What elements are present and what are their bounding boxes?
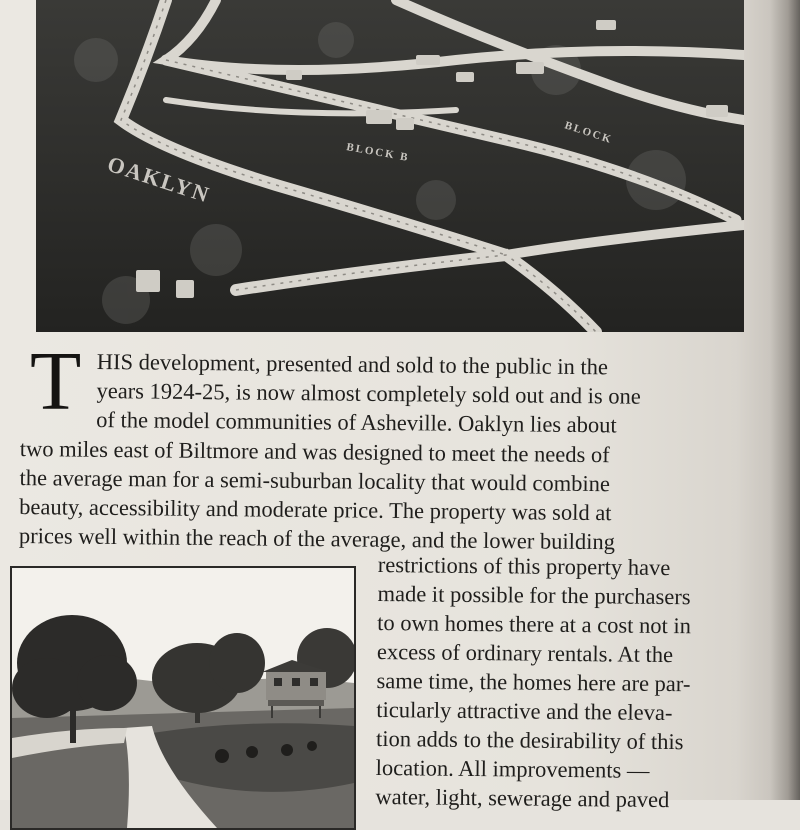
text-line: location. All improvements — xyxy=(375,754,650,783)
text-line: HIS development, presented and sold to the public in the xyxy=(96,348,609,380)
text-line: the average man for a semi-suburban locality that would combine xyxy=(19,464,611,497)
paragraph-block-narrow xyxy=(375,550,691,814)
text-line: two miles east of Biltmore and was designed to meet the needs of xyxy=(19,435,610,468)
text-line: years 1924-25, is now almost completely sold out and is one xyxy=(96,377,641,409)
page-gutter-shadow xyxy=(770,0,800,800)
drop-cap: T xyxy=(30,335,82,428)
text-line: made it possible for the purchasers xyxy=(377,580,691,610)
map-label-block: BLOCK xyxy=(563,119,615,147)
text-line: excess of ordinary rentals. At the xyxy=(376,638,674,668)
aerial-map-illustration xyxy=(36,0,744,332)
paragraph-block-full xyxy=(19,434,616,556)
aerial-map-photo xyxy=(36,0,744,332)
text-line: prices well within the reach of the average, and the lower building xyxy=(18,522,616,555)
text-line: beauty, accessibility and moderate price. The property was sold at xyxy=(19,493,612,526)
street-scene-illustration xyxy=(12,568,354,828)
text-line: of the model communities of Asheville. Oaklyn lies about xyxy=(96,406,617,438)
text-line: tion adds to the desirability of this xyxy=(375,725,684,755)
map-label-oaklyn: OAKLYN xyxy=(104,150,214,208)
map-label-block-b: BLOCK B xyxy=(345,141,411,165)
text-line: water, light, sewerage and paved xyxy=(375,783,670,813)
paragraph-block-top xyxy=(96,347,641,440)
street-house-photo xyxy=(10,566,356,830)
text-line: ticularly attractive and the eleva- xyxy=(376,696,673,726)
text-line: same time, the homes here are par- xyxy=(376,667,691,697)
text-line: restrictions of this property have xyxy=(377,551,671,581)
text-line: to own homes there at a cost not in xyxy=(377,609,692,639)
